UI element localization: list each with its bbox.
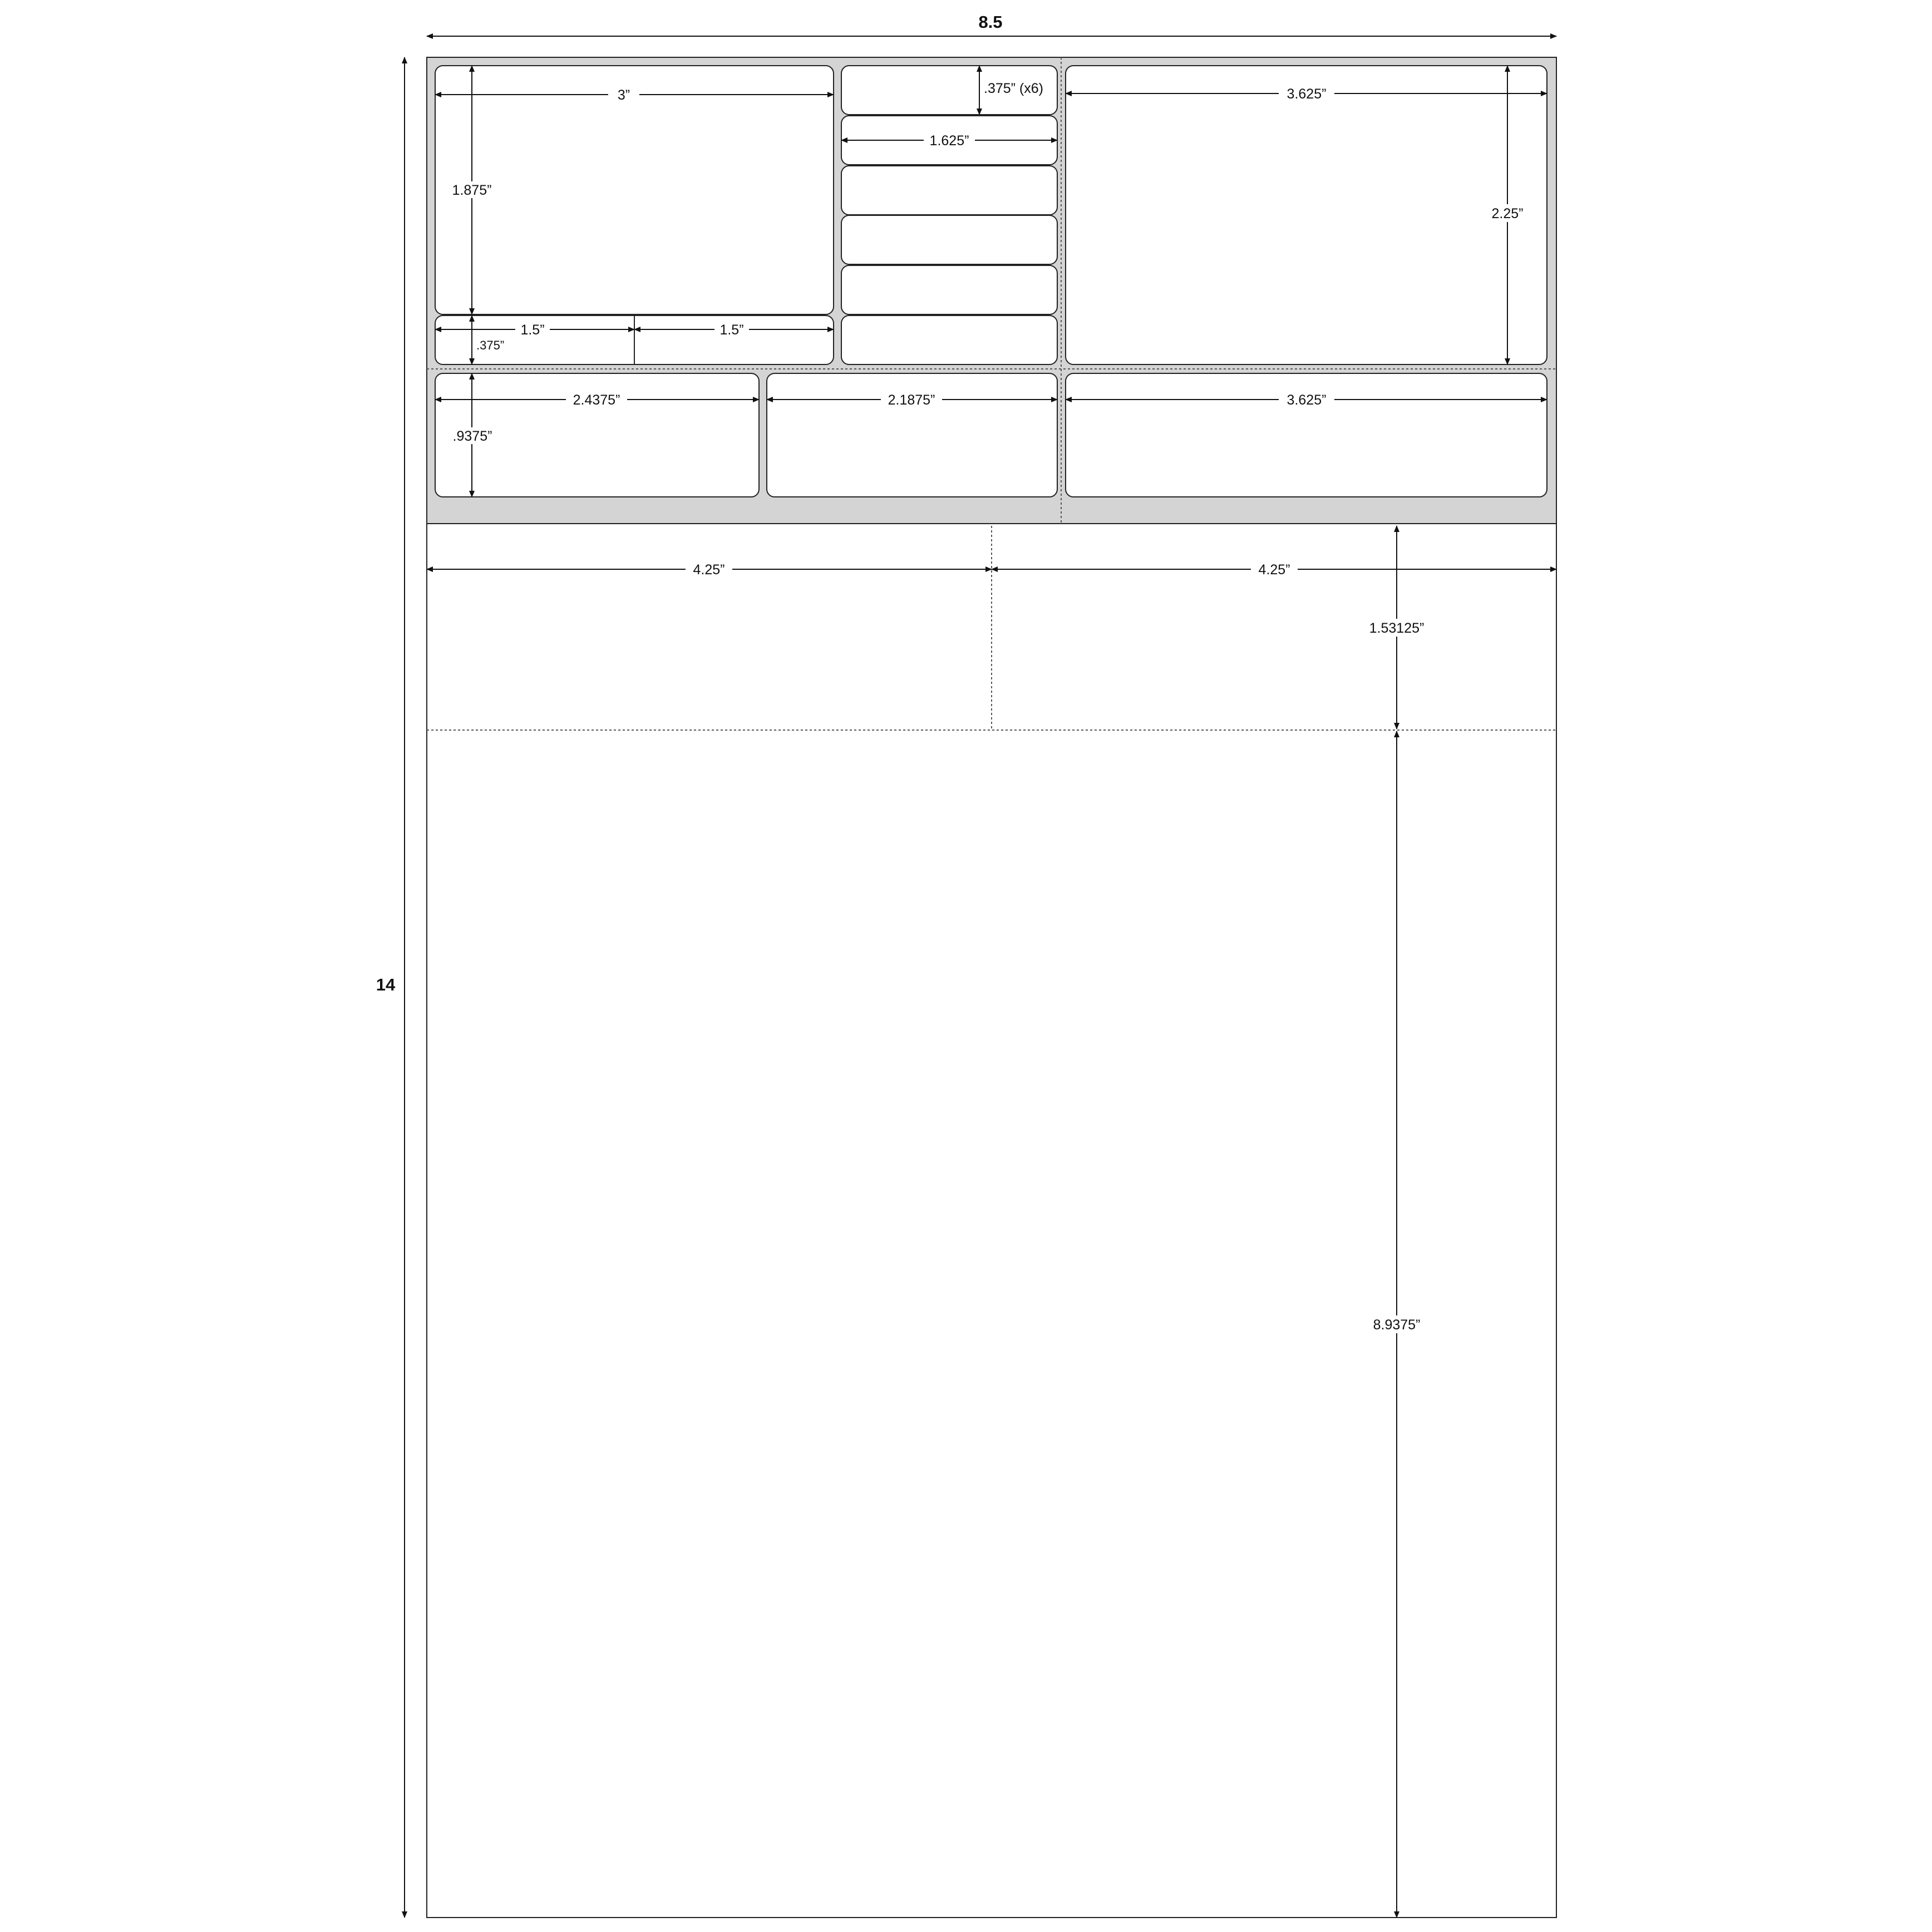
sheet-height-label: 14 [376, 975, 396, 994]
large-label-width-label: 3” [617, 87, 630, 103]
sheet-width-label: 8.5 [978, 12, 1003, 32]
strip-labels [841, 66, 1057, 364]
label-large-top-right [1066, 66, 1547, 364]
body-height-label: 8.9375” [1373, 1317, 1421, 1333]
strip-width-label: 1.625” [929, 133, 969, 149]
half-left-width-label: 1.5” [520, 322, 545, 338]
strip-label [841, 316, 1057, 364]
strip-height-label: .375” (x6) [984, 81, 1043, 96]
panel-left-width-label: 4.25” [693, 562, 725, 578]
large-label-height-label: 1.875” [452, 183, 492, 198]
half-height-label: .375” [476, 338, 505, 352]
strip-label [841, 215, 1057, 264]
panel-right-width-label: 4.25” [1258, 562, 1290, 578]
right-label-width-label: 3.625” [1287, 86, 1327, 102]
half-right-width-label: 1.5” [719, 322, 744, 338]
bottom-left-height-label: .9375” [452, 428, 492, 444]
bottom-left-width-label: 2.4375” [573, 392, 620, 408]
bottom-right-width-label: 3.625” [1287, 392, 1327, 408]
bottom-middle-width-label: 2.1875” [888, 392, 935, 408]
panel-height-label: 1.53125” [1369, 620, 1425, 636]
strip-label [841, 166, 1057, 215]
right-label-height-label: 2.25” [1491, 206, 1524, 221]
strip-label [841, 265, 1057, 314]
